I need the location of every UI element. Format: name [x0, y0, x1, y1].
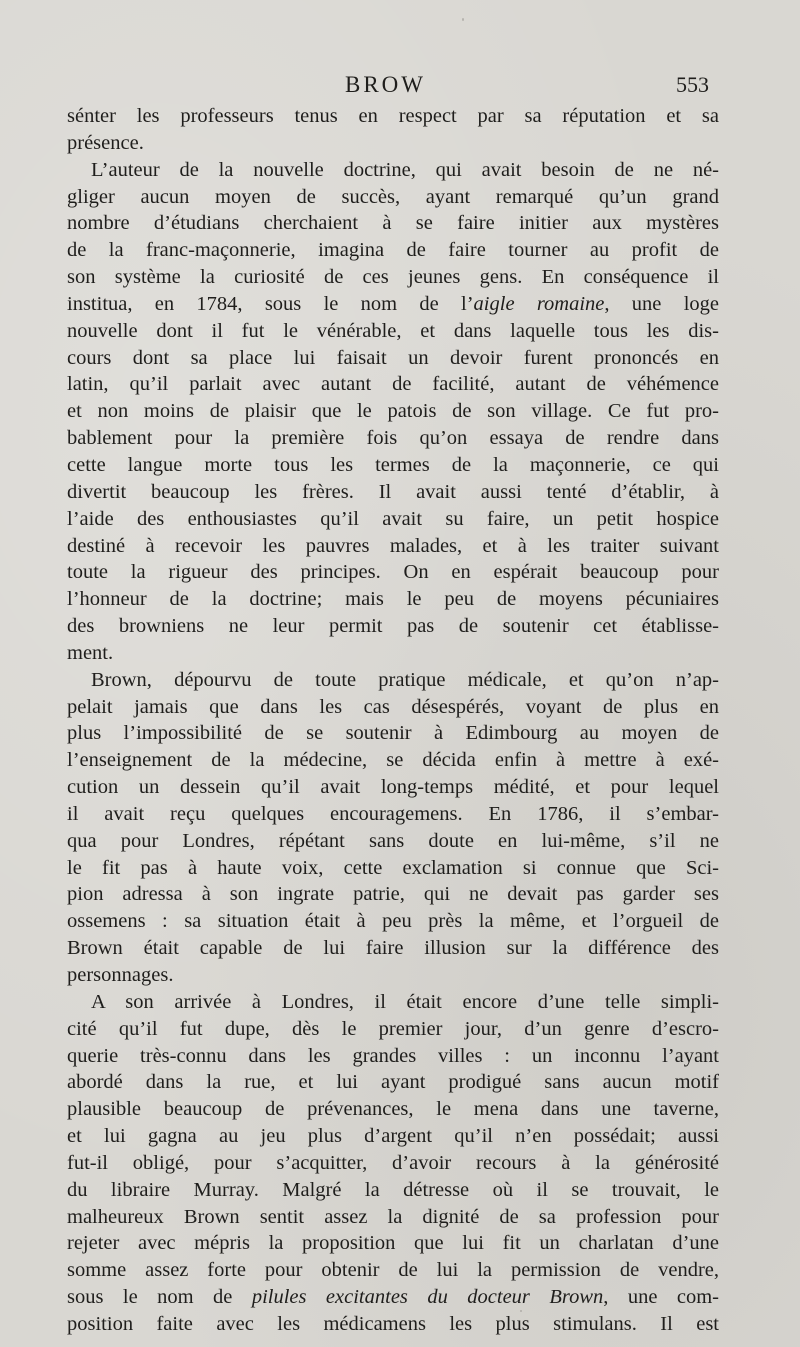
paper-speck [462, 18, 464, 21]
text-line: l’enseignement de la médecine, se décida enfin à mettre à exé- [67, 749, 719, 772]
italic-phrase: pilules excitantes du docteur Brown [251, 1286, 604, 1309]
text-line: il avait reçu quelques encouragemens. En 1786, il s’embar- [67, 802, 719, 825]
text-line: destiné à recevoir les pauvres malades, et à les traiter suivant [67, 534, 719, 557]
text-line: A son arrivée à Londres, il était encore d’une telle simpli- [91, 990, 719, 1013]
paper-speck [520, 1310, 522, 1312]
text-line: abordé dans la rue, et lui ayant prodigué sans aucun motif [67, 1071, 719, 1094]
text-line: cution un dessein qu’il avait long-temps médité, et pour lequel [67, 776, 719, 799]
text-line: cours dont sa place lui faisait un devoir furent prononcés en [67, 346, 719, 369]
text-line: malheureux Brown sentit assez la dignité de sa profession pour [67, 1205, 719, 1228]
text-line: L’auteur de la nouvelle doctrine, qui avait besoin de ne né- [91, 158, 719, 181]
text-line: l’honneur de la doctrine; mais le peu de moyens pécuniaires [67, 588, 719, 611]
text-line: bablement pour la première fois qu’on essaya de rendre dans [67, 427, 719, 450]
text-line: ossemens : sa situation était à peu près la même, et l’orgueil de [67, 910, 719, 933]
text-line: querie très-connu dans les grandes villes : un inconnu l’ayant [67, 1044, 719, 1067]
text-line: et lui gagna au jeu plus d’argent qu’il n’en possédait; aussi [67, 1125, 719, 1148]
text-line: des browniens ne leur permit pas de soutenir cet établisse- [67, 615, 719, 638]
text-line: personnages. [67, 964, 174, 986]
text-line: ment. [67, 641, 114, 664]
text-line: cité qu’il fut dupe, dès le premier jour, d’un genre d’escro- [67, 1017, 719, 1040]
text-line: du libraire Murray. Malgré la détresse où il se trouvait, le [67, 1178, 719, 1201]
text-line: divertit beaucoup les frères. Il avait aussi tenté d’établir, à [67, 480, 719, 503]
text-line: somme assez forte pour obtenir de lui la permission de vendre, [67, 1259, 719, 1282]
text-line: Brown, dépourvu de toute pratique médicale, et qu’on n’ap- [91, 668, 719, 691]
text-line: de la franc-maçonnerie, imagina de faire tourner au profit de [67, 239, 719, 262]
text-line: fut-il obligé, pour s’acquitter, d’avoir recours à la générosité [67, 1151, 719, 1174]
text-line: cette langue morte tous les termes de la maçonnerie, ce qui [67, 453, 719, 476]
text-line: nouvelle dont il fut le vénérable, et dans laquelle tous les dis- [67, 319, 719, 342]
paper-speck [630, 1270, 633, 1272]
text-segment: sous le nom de [67, 1286, 252, 1309]
text-segment: institua, en 1784, sous le nom de l’ [67, 292, 474, 315]
text-line [67, 291, 719, 318]
text-line: pion adressa à son ingrate patrie, qui ne devait pas garder ses [67, 883, 719, 906]
text-line: son système la curiosité de ces jeunes gens. En conséquence il [67, 266, 719, 289]
running-title: BROW [345, 72, 426, 97]
text-line: le fit pas à haute voix, cette exclamation si connue que Sci- [67, 856, 719, 879]
text-line: plus l’impossibilité de se soutenir à Edimbourg au moyen de [67, 722, 719, 745]
text-line: gliger aucun moyen de succès, ayant remarqué qu’un grand [67, 185, 719, 208]
text-line: sénter les professeurs tenus en respect par sa réputation et sa [67, 105, 719, 127]
running-head [0, 72, 800, 102]
text-line: plausible beaucoup de prévenances, le mena dans une taverne, [67, 1098, 719, 1121]
body-text [67, 103, 719, 1338]
text-line: pelait jamais que dans les cas désespérés, voyant de plus en [67, 695, 719, 718]
text-line [67, 1284, 719, 1311]
text-line: présence. [67, 131, 144, 154]
text-line: qua pour Londres, répétant sans doute en lui-même, s’il ne [67, 829, 719, 852]
text-line: Brown était capable de lui faire illusion sur la différence des [67, 937, 719, 960]
text-line: toute la rigueur des principes. On en espérait beaucoup pour [67, 561, 719, 584]
text-segment: , une com- [603, 1286, 719, 1309]
text-segment: , une loge [604, 292, 719, 315]
text-line: latin, qu’il parlait avec autant de facilité, autant de véhémence [67, 373, 719, 396]
text-line: nombre d’étudians cherchaient à se faire initier aux mystères [67, 212, 719, 235]
text-line: rejeter avec mépris la proposition que lui fit un charlatan d’une [67, 1232, 719, 1255]
page-number: 553 [676, 72, 709, 97]
italic-phrase: aigle romaine [473, 292, 605, 315]
text-line: et non moins de plaisir que le patois de son village. Ce fut pro- [67, 400, 719, 423]
text-line: l’aide des enthousiastes qu’il avait su faire, un petit hospice [67, 507, 719, 530]
text-line: position faite avec les médicamens les plus stimulans. Il est [67, 1312, 719, 1335]
